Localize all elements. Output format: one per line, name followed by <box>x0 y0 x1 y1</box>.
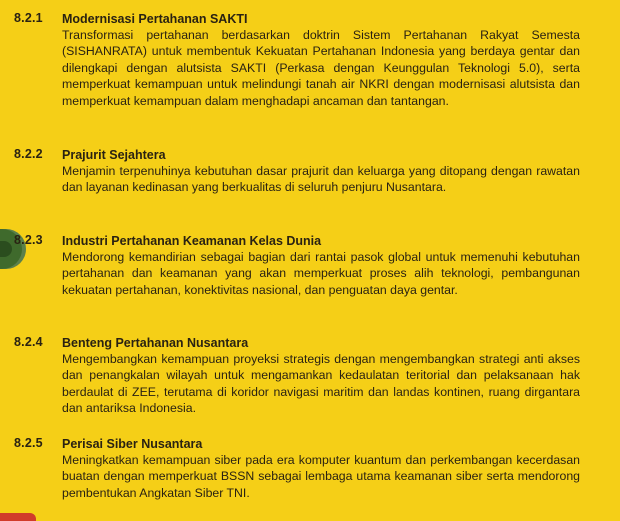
section-body: Mendorong kemandirian sebagai bagian dari rantai pasok global untuk memenuhi kebutuhan pertahanan dan keamanan yang akan memperkuat proses alih teknologi, pembangunan kekuatan pertahanan, konektivitas nasional, dan penguatan daya gentar. <box>62 250 580 297</box>
section-number: 8.2.4 <box>14 335 43 349</box>
section-number: 8.2.5 <box>14 436 43 450</box>
section-8-2-2 <box>14 147 594 196</box>
section-number: 8.2.3 <box>14 233 43 247</box>
section-body: Menjamin terpenuhinya kebutuhan dasar prajurit dan keluarga yang ditopang dengan rawatan dan layanan kedinasan yang berkualitas di seluruh penjuru Nusantara. <box>62 164 580 195</box>
section-number: 8.2.2 <box>14 147 43 161</box>
section-body: Mengembangkan kemampuan proyeksi strategis dengan mengembangkan strategi anti akses dan penangkalan wilayah untuk mengamankan kedaulatan teritorial dan pelaksanaan hak berdaulat di ZEE, terutama di koridor navigasi maritim dan landas kontinen, ruang dirgantara dan antariksa Indonesia. <box>62 352 580 416</box>
section-8-2-1 <box>14 11 594 109</box>
section-8-2-3 <box>14 233 594 298</box>
section-body: Transformasi pertahanan berdasarkan doktrin Sistem Pertahanan Rakyat Semesta (SISHANRATA) untuk membentuk Kekuatan Pertahanan Indonesia yang berdaya gentar dan dilengkapi dengan alutsista SAKTI (Perkasa dengan Keunggulan Teknologi 5.0), serta memperkuat kemampuan untuk melindungi tanah air NKRI dengan modernisasi alutsista dan memperkuat kemampuan dalam menghadapi ancaman dan tantangan. <box>62 28 580 108</box>
section-title: Industri Pertahanan Keamanan Kelas Dunia <box>62 234 322 248</box>
red-page-marker <box>0 513 36 521</box>
section-title: Perisai Siber Nusantara <box>62 437 203 451</box>
section-number: 8.2.1 <box>14 11 43 25</box>
section-8-2-5 <box>14 436 594 501</box>
section-body: Meningkatkan kemampuan siber pada era komputer kuantum dan perkembangan kecerdasan buatan dengan memperkuat BSSN sebagai lembaga utama keamanan siber serta mendorong pembentukan Angkatan Siber TNI. <box>62 453 580 500</box>
section-8-2-4 <box>14 335 594 417</box>
section-title: Prajurit Sejahtera <box>62 148 166 162</box>
section-title: Modernisasi Pertahanan SAKTI <box>62 12 248 26</box>
section-title: Benteng Pertahanan Nusantara <box>62 336 249 350</box>
